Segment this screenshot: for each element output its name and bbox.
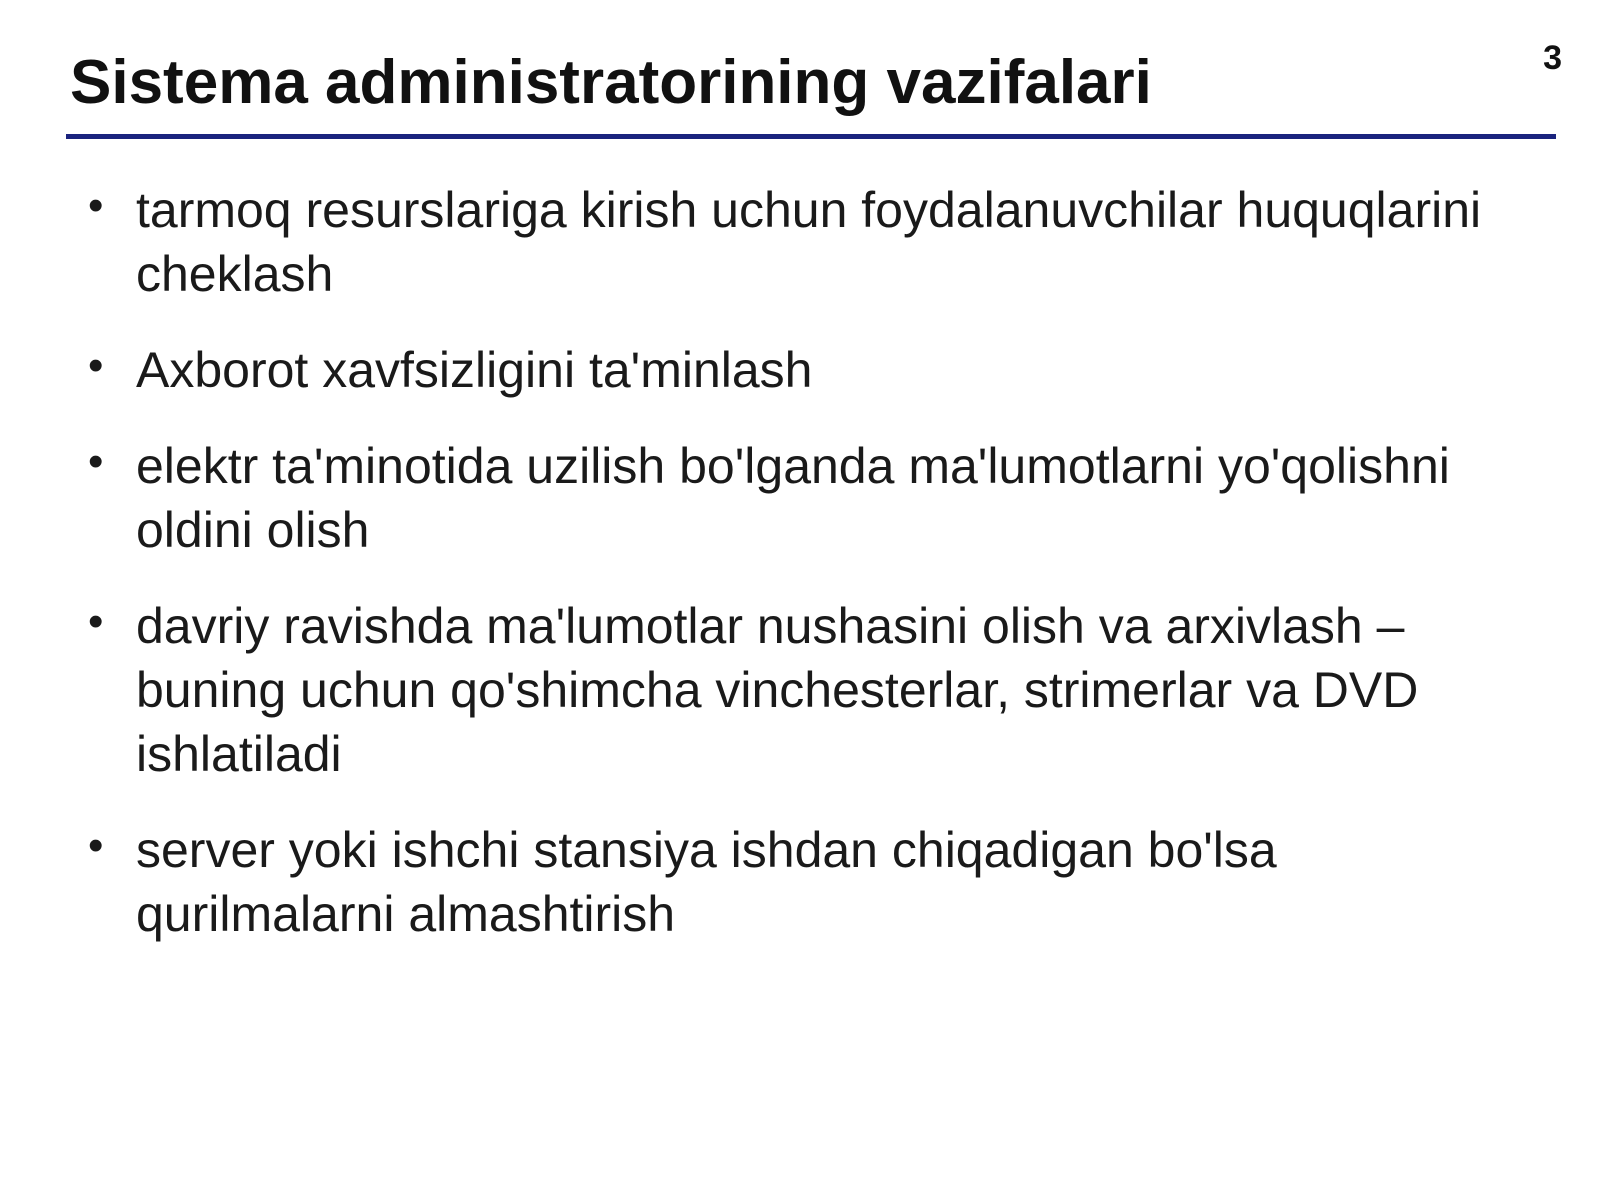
slide-title: Sistema administratorining vazifalari — [70, 48, 1152, 117]
bullet-item — [88, 338, 1528, 402]
bullet-icon: • — [88, 181, 104, 230]
bullet-text: davriy ravishda ma'lumotlar nushasini olish va arxivlash – buning uchun qo'shimcha vinchesterlar, strimerlar va DVD ishlatiladi — [136, 598, 1419, 782]
bullet-text: tarmoq resurslariga kirish uchun foydalanuvchilar huquqlarini cheklash — [136, 182, 1482, 302]
bullet-item — [88, 818, 1528, 946]
bullet-list — [88, 178, 1528, 978]
bullet-text: elektr ta'minotida uzilish bo'lganda ma'lumotlarni yo'qolishni oldini olish — [136, 438, 1450, 558]
bullet-icon: • — [88, 597, 104, 646]
bullet-icon: • — [88, 821, 104, 870]
bullet-text: Axborot xavfsizligini ta'minlash — [136, 342, 813, 398]
bullet-icon: • — [88, 437, 104, 486]
bullet-text: server yoki ishchi stansiya ishdan chiqadigan bo'lsa qurilmalarni almashtirish — [136, 822, 1277, 942]
title-underline — [66, 134, 1556, 139]
bullet-item — [88, 594, 1528, 786]
bullet-item — [88, 434, 1528, 562]
page-number: 3 — [1543, 39, 1562, 77]
bullet-icon: • — [88, 341, 104, 390]
bullet-item — [88, 178, 1528, 306]
